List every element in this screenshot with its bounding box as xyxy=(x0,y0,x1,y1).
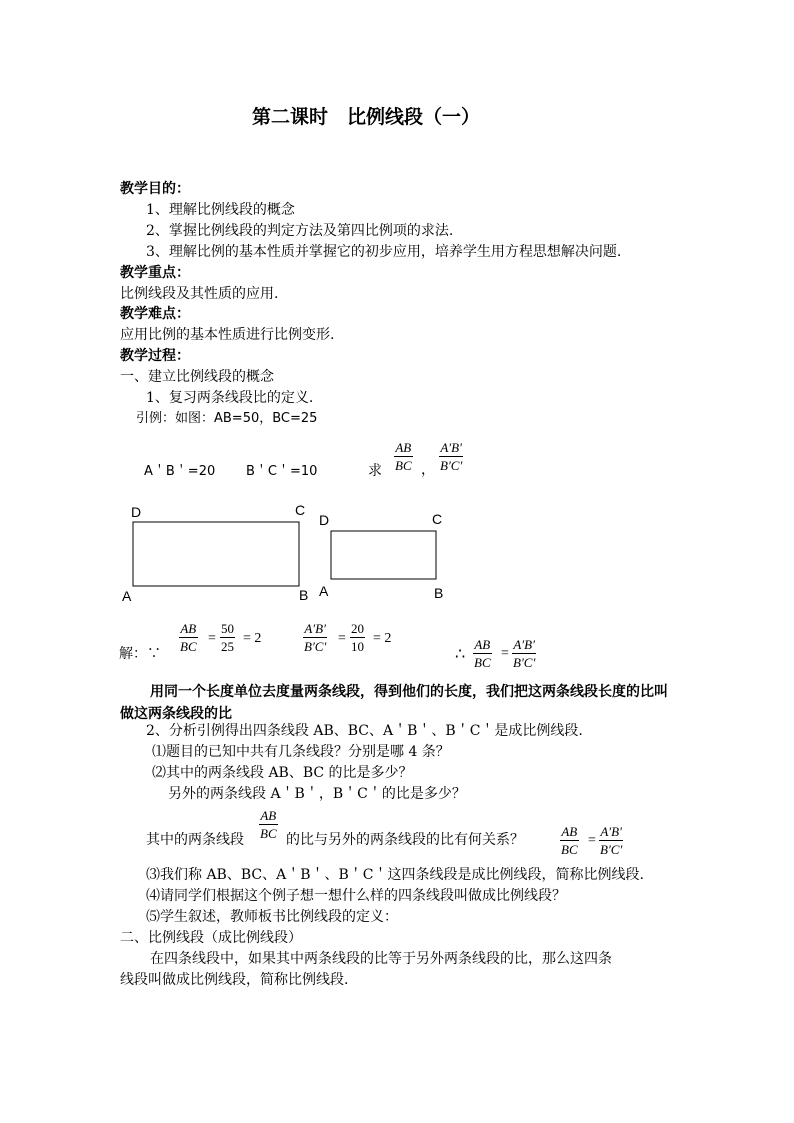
difficulty-heading: 教学难点： xyxy=(120,306,190,322)
fraction-ab-bc: AB BC xyxy=(395,440,412,473)
goals-heading: 教学目的： xyxy=(120,181,190,197)
question-2: ⑵其中的两条线段 AB、BC 的比是多少？ xyxy=(152,765,413,781)
fraction-20-10: 20 10 xyxy=(351,621,364,654)
fraction-ab-bc-conclusion: AB BC xyxy=(474,637,491,670)
vertex-label-c2: C xyxy=(432,511,443,527)
part1-heading: 一、建立比例线段的概念 xyxy=(120,369,274,385)
fraction-ab-bc-question: AB BC xyxy=(260,808,277,841)
rectangle-abcd xyxy=(133,522,299,586)
question-1: ⑴题目的已知中共有几条线段？分别是哪 4 条？ xyxy=(152,744,450,760)
comma: ， xyxy=(421,463,435,478)
example-text: 引例：如图：AB=50，BC=25 xyxy=(136,411,318,426)
definition-segment-ratio: 用同一个长度单位去度量两条线段，得到他们的长度，我们把这两条线段长度的比叫做这两条线段的比 xyxy=(120,684,668,722)
vertex-label-a2: A xyxy=(319,583,329,599)
fraction-50-25: 50 25 xyxy=(221,621,234,654)
equals-sign: = xyxy=(208,631,216,646)
equals-sign: = xyxy=(588,833,596,848)
goal-item: 3、理解比例的基本性质并掌握它的初步应用，培养学生用方程思想解决问题. xyxy=(146,244,622,260)
key-text: 比例线段及其性质的应用. xyxy=(120,286,279,302)
vertex-label-b2: B xyxy=(434,585,444,601)
fraction-apbp-bpcp-answer: A′B′ B′C′ xyxy=(600,824,623,857)
question-2b: 另外的两条线段 A＇B＇，B＇C＇的比是多少？ xyxy=(168,786,466,802)
vertex-label-b: B xyxy=(299,587,309,603)
question-3-prefix: 其中的两条线段 xyxy=(146,832,244,848)
equals-sign: = xyxy=(243,631,251,646)
rectangle-apbpcpdp xyxy=(331,531,436,579)
part2-heading: 二、比例线段（成比例线段） xyxy=(120,930,302,946)
goal-item: 2、掌握比例线段的判定方法及第四比例项的求法. xyxy=(146,223,454,239)
goal-item: 1、理解比例线段的概念 xyxy=(146,202,295,218)
question-3-suffix: 的比与另外的两条线段的比有何关系？ xyxy=(286,832,524,848)
key-heading: 教学重点： xyxy=(120,265,190,281)
find-label: 求 xyxy=(368,463,382,479)
part2-text-line2: 线段叫做成比例线段，简称比例线段. xyxy=(120,972,349,988)
equals-two xyxy=(243,632,261,646)
question-5: ⑷请同学们根据这个例子想一想什么样的四条线段叫做成比例线段？ xyxy=(146,888,566,904)
equals-sign: = xyxy=(338,631,346,646)
fraction-apbp-bpcp-solution: A′B′ B′C′ xyxy=(304,621,327,654)
process-heading: 教学过程： xyxy=(120,348,190,364)
part2-text-line1: 在四条线段中，如果其中两条线段的比等于另外两条线段的比，那么这四条 xyxy=(150,951,612,967)
fraction-ab-bc-answer: AB BC xyxy=(561,824,578,857)
vertex-label-d: D xyxy=(131,504,142,520)
given-bc: B＇C＇=10 xyxy=(246,464,318,479)
therefore-symbol: ∴ xyxy=(455,646,466,663)
analysis-item-2: 2、分析引例得出四条线段 AB、BC、A＇B＇、B＇C＇是成比例线段. xyxy=(146,723,583,739)
fraction-apbp-bpcp: A′B′ B′C′ xyxy=(440,440,463,473)
vertex-label-a: A xyxy=(122,588,132,604)
given-ab: A＇B＇=20 xyxy=(144,464,216,479)
value-two: 2 xyxy=(254,631,262,646)
value-two: 2 xyxy=(384,631,392,646)
solution-because: 解：∵ xyxy=(119,646,161,662)
fraction-apbp-bpcp-conclusion: A′B′ B′C′ xyxy=(513,637,536,670)
question-6: ⑸学生叙述，教师板书比例线段的定义： xyxy=(146,909,398,925)
page-title: 第二课时 比例线段（一） xyxy=(252,106,481,128)
vertex-label-c: C xyxy=(295,502,306,518)
vertex-label-d2: D xyxy=(319,512,330,528)
equals-two xyxy=(373,632,391,646)
difficulty-text: 应用比例的基本性质进行比例变形. xyxy=(120,327,335,343)
fraction-ab-bc-solution: AB BC xyxy=(180,621,197,654)
equals-sign: = xyxy=(501,646,509,661)
question-4: ⑶我们称 AB、BC、A＇B＇、B＇C＇这四条线段是成比例线段，简称比例线段. xyxy=(146,867,644,883)
review-text: 1、复习两条线段比的定义. xyxy=(146,390,314,406)
equals-sign: = xyxy=(373,631,381,646)
